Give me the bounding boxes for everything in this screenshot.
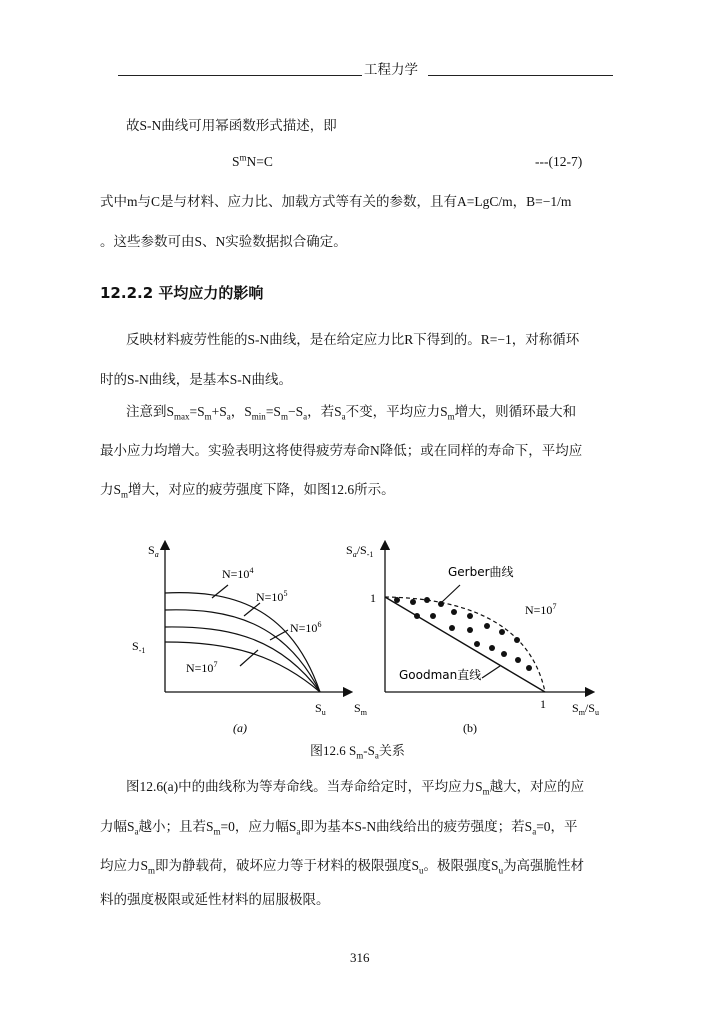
y-one-label: 1	[370, 591, 376, 605]
text-line: 均应力$S_m$即为静载荷，破坏应力等于材料的极限强度$S_u$。极限强度$S_u$为高强脆性材	[100, 858, 585, 876]
panel-a-label: (a)	[233, 721, 247, 735]
n-label: $N=10^5$	[256, 589, 288, 604]
su-label: $S_u$	[315, 701, 326, 717]
goodman-leader	[482, 666, 500, 678]
figure-caption: 图12.6 $S_m-S_a$关系	[310, 743, 405, 761]
curve-n1e6	[165, 627, 320, 692]
goodman-label: Goodman直线	[399, 668, 482, 682]
page-header	[118, 58, 613, 80]
n-label: $N=10^7$	[186, 660, 218, 675]
text-line: 力$S_m$增大，对应的疲劳强度下降，如图12.6所示。	[100, 482, 395, 500]
section-heading: 12.2.2 平均应力的影响	[100, 284, 264, 302]
equation-number: ---(12-7)	[535, 154, 583, 169]
text-line: 力幅$S_a$越小；且若$S_m=0$，应力幅$S_a$即为基本S-N曲线给出的疲劳强度；若$S_a=0$，平	[100, 819, 578, 837]
page-number: 316	[350, 950, 370, 965]
header-rule-left	[118, 75, 362, 76]
header-rule-right	[428, 75, 613, 76]
text-line: 图12.6(a)中的曲线称为等寿命线。当寿命给定时，平均应力$S_m$越大，对应的应	[126, 779, 585, 797]
text-line: 式中m与C是与材料、应力比、加载方式等有关的参数，且有A=LgC/m，B=−1/m	[100, 194, 572, 209]
n-label: $N=10^4$	[222, 566, 254, 581]
text-line: 注意到$S_{max}=S_m+S_a$，$S_{min}=S_m-S_a$，若$S_a$不变，平均应力$S_m$增大，则循环最大和	[126, 404, 577, 422]
text-line: 料的强度极限或延性材料的屈服极限。	[100, 892, 330, 907]
n-label-b: $N=10^7$	[525, 602, 557, 617]
figure-12-6	[120, 530, 630, 740]
x-one-label: 1	[540, 697, 546, 711]
gerber-label: Gerber曲线	[448, 565, 514, 579]
text-line: 时的S-N曲线，是基本S-N曲线。	[100, 372, 293, 387]
panel-b-label: (b)	[463, 721, 477, 735]
n-label: $N=10^6$	[290, 620, 322, 635]
s-minus1-label: $S_{-1}$	[132, 639, 146, 655]
axis-b-y-label: $S_a/S_{-1}$	[346, 543, 374, 559]
panel-b	[346, 543, 599, 735]
text-line: 。这些参数可由S、N实验数据拟合确定。	[100, 234, 347, 249]
equation: $S^mN=C$	[232, 152, 273, 169]
axis-a-y-label: $S_a$	[148, 543, 159, 559]
axis-b-x-label: $S_m/S_u$	[572, 701, 599, 717]
text-line: 最小应力均增大。实验表明这将使得疲劳寿命N降低；或在同样的寿命下，平均应	[100, 443, 583, 458]
header-title: 工程力学	[364, 62, 418, 78]
gerber-leader	[442, 585, 460, 602]
panel-a	[132, 543, 368, 735]
sm-label: $S_m$	[354, 701, 367, 717]
text-line: 故S-N曲线可用幂函数形式描述，即	[126, 118, 337, 133]
text-line: 反映材料疲劳性能的S-N曲线，是在给定应力比R下得到的。R=−1，对称循环	[126, 332, 580, 347]
